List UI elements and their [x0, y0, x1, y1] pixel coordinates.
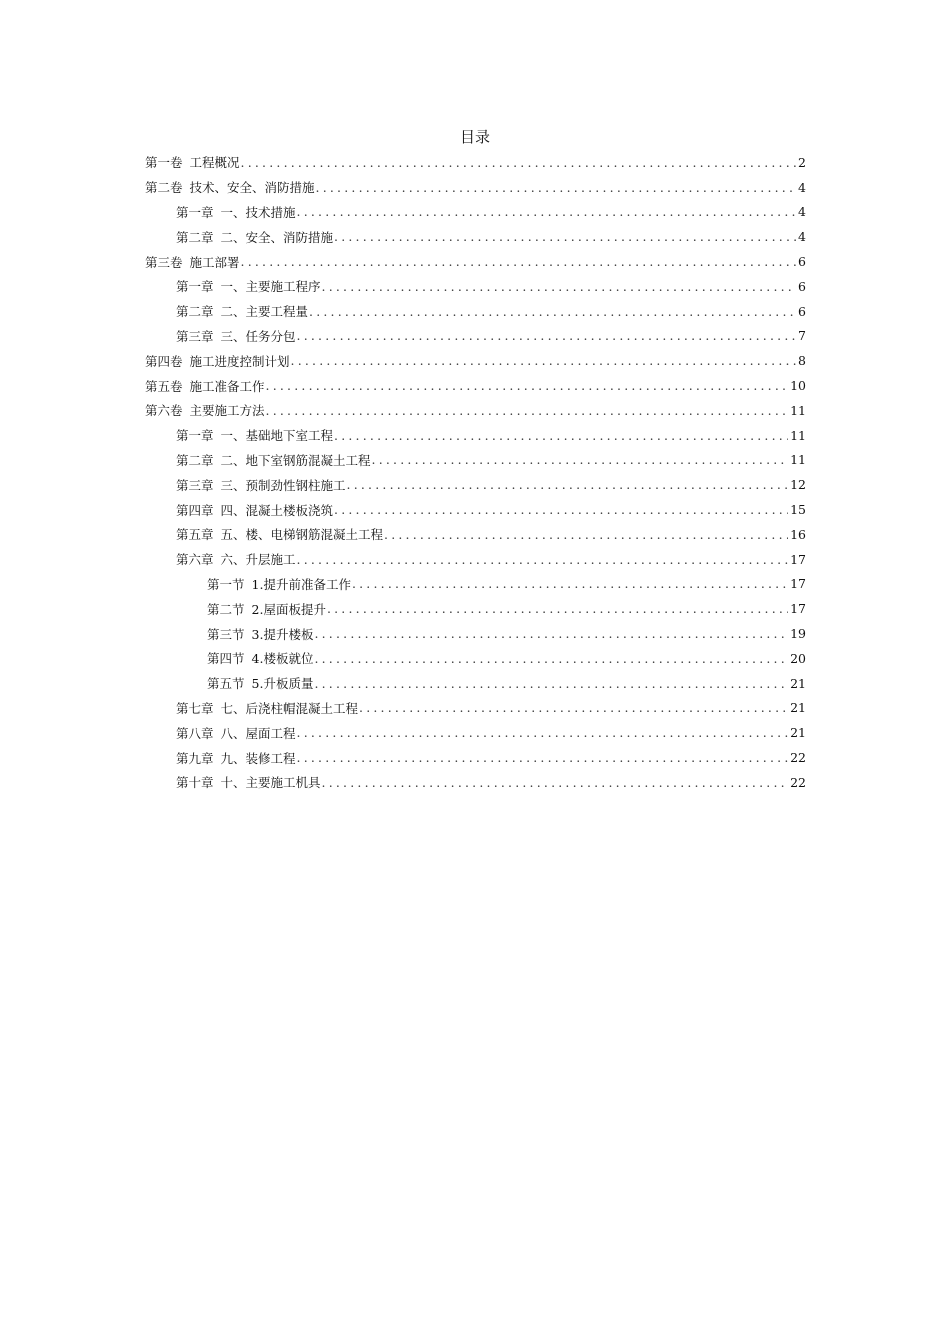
- toc-entry[interactable]: [0, 522, 950, 547]
- toc-entry-number: 第十章: [176, 775, 214, 791]
- toc-entry[interactable]: [0, 175, 950, 200]
- toc-entry-number: 第二卷: [145, 180, 183, 196]
- toc-entry-title: 二、安全、消防措施: [220, 229, 334, 245]
- toc-page-number: 17: [790, 601, 806, 617]
- toc-entry-number: 第三节: [207, 626, 245, 642]
- toc-dot-leader: [327, 601, 788, 616]
- toc-entry-title: 主要施工方法: [189, 403, 265, 419]
- toc-dot-leader: [347, 477, 789, 492]
- toc-entry-number: 第二章: [176, 452, 214, 468]
- toc-entry-number: 第四章: [176, 502, 214, 518]
- toc-entry-number: 第六章: [176, 552, 214, 568]
- toc-entry-number: 第五节: [207, 676, 245, 692]
- toc-entry-title: 一、主要施工程序: [220, 279, 321, 295]
- toc-entry[interactable]: [0, 373, 950, 398]
- toc-page-number: 20: [790, 650, 806, 666]
- toc-dot-leader: [266, 378, 789, 393]
- toc-entry-number: 第二节: [207, 601, 245, 617]
- toc-dot-leader: [372, 452, 789, 467]
- toc-entry[interactable]: [0, 398, 950, 423]
- toc-entry-number: 第一卷: [145, 155, 183, 171]
- toc-dot-leader: [297, 725, 789, 740]
- toc-entry-title: 三、预制劲性钢柱施工: [220, 477, 346, 493]
- toc-entry-number: 第九章: [176, 750, 214, 766]
- toc-entry-title: 二、地下室钢筋混凝土工程: [220, 452, 371, 468]
- toc-dot-leader: [291, 353, 796, 368]
- toc-entry[interactable]: [0, 720, 950, 745]
- toc-dot-leader: [322, 279, 796, 294]
- toc-entry[interactable]: [0, 472, 950, 497]
- toc-entry[interactable]: [0, 696, 950, 721]
- toc-entry-number: 第一章: [176, 279, 214, 295]
- toc-entry[interactable]: [0, 299, 950, 324]
- toc-entry-title: 一、基础地下室工程: [220, 428, 334, 444]
- toc-entry[interactable]: [0, 150, 950, 175]
- toc-entry[interactable]: [0, 423, 950, 448]
- toc-dot-leader: [384, 527, 788, 542]
- toc-entry-title: 七、后浇柱帽混凝土工程: [220, 700, 359, 716]
- toc-entry-title: 施工进度控制计划: [189, 353, 290, 369]
- toc-entry[interactable]: [0, 646, 950, 671]
- toc-page-number: 21: [790, 675, 806, 691]
- toc-entry-number: 第三卷: [145, 254, 183, 270]
- toc-entry-title: 技术、安全、消防措施: [189, 180, 315, 196]
- toc-dot-leader: [334, 428, 788, 443]
- toc-page-number: 10: [790, 378, 806, 394]
- toc-entry[interactable]: [0, 200, 950, 225]
- toc-dot-leader: [352, 576, 788, 591]
- toc-entry-number: 第二章: [176, 229, 214, 245]
- toc-dot-leader: [314, 626, 788, 641]
- toc-entry[interactable]: [0, 274, 950, 299]
- toc-dot-leader: [241, 155, 796, 170]
- toc-entry-number: 第七章: [176, 700, 214, 716]
- toc-page-number: 19: [790, 626, 806, 642]
- toc-entry-number: 第一章: [176, 428, 214, 444]
- toc-entry-title: 三、任务分包: [220, 328, 296, 344]
- toc-page-number: 22: [790, 774, 806, 790]
- toc-entry-title: 五、楼、电梯钢筋混凝土工程: [220, 527, 384, 543]
- table-of-contents: [0, 150, 950, 795]
- toc-dot-leader: [297, 750, 789, 765]
- toc-entry[interactable]: [0, 596, 950, 621]
- toc-entry-title: 施工准备工作: [189, 378, 265, 394]
- toc-entry-number: 第一章: [176, 204, 214, 220]
- toc-entry-number: 第五卷: [145, 378, 183, 394]
- toc-entry-title: 九、装修工程: [220, 750, 296, 766]
- toc-dot-leader: [316, 180, 796, 195]
- toc-entry[interactable]: [0, 224, 950, 249]
- toc-dot-leader: [297, 204, 796, 219]
- toc-entry-title: 3.提升楼板: [251, 626, 314, 642]
- toc-entry[interactable]: [0, 770, 950, 795]
- toc-page-number: 15: [790, 502, 806, 518]
- toc-page-number: 4: [798, 204, 806, 220]
- toc-entry-title: 六、升层施工: [220, 552, 296, 568]
- toc-entry-number: 第六卷: [145, 403, 183, 419]
- toc-page-number: 6: [798, 278, 806, 294]
- toc-entry[interactable]: [0, 348, 950, 373]
- toc-entry-number: 第三章: [176, 477, 214, 493]
- toc-entry-number: 第四卷: [145, 353, 183, 369]
- toc-entry-number: 第五章: [176, 527, 214, 543]
- toc-entry-number: 第二章: [176, 304, 214, 320]
- toc-entry-title: 二、主要工程量: [220, 304, 309, 320]
- toc-page-number: 21: [790, 725, 806, 741]
- toc-entry[interactable]: [0, 448, 950, 473]
- toc-entry-title: 十、主要施工机具: [220, 775, 321, 791]
- toc-dot-leader: [266, 403, 789, 418]
- toc-page-number: 4: [798, 179, 806, 195]
- toc-entry[interactable]: [0, 745, 950, 770]
- toc-page-number: 8: [798, 353, 806, 369]
- toc-page-number: 17: [790, 551, 806, 567]
- toc-entry[interactable]: [0, 547, 950, 572]
- toc-entry-title: 2.屋面板提升: [251, 601, 326, 617]
- toc-dot-leader: [322, 775, 789, 790]
- toc-entry[interactable]: [0, 497, 950, 522]
- toc-entry-title: 一、技术措施: [220, 204, 296, 220]
- toc-dot-leader: [334, 229, 796, 244]
- toc-dot-leader: [297, 552, 789, 567]
- toc-entry[interactable]: [0, 324, 950, 349]
- toc-entry-title: 四、混凝土楼板浇筑: [220, 502, 334, 518]
- toc-dot-leader: [314, 676, 788, 691]
- toc-dot-leader: [297, 328, 796, 343]
- toc-entry-title: 1.提升前准备工作: [251, 576, 351, 592]
- toc-page-number: 11: [790, 427, 806, 443]
- toc-dot-leader: [334, 502, 788, 517]
- toc-entry-title: 5.升板质量: [251, 676, 314, 692]
- toc-page-number: 11: [790, 452, 806, 468]
- toc-page-number: 17: [790, 576, 806, 592]
- toc-dot-leader: [359, 700, 788, 715]
- toc-dot-leader: [314, 651, 788, 666]
- toc-entry-title: 4.楼板就位: [251, 651, 314, 667]
- toc-page-number: 7: [798, 328, 806, 344]
- toc-page-number: 12: [790, 477, 806, 493]
- toc-entry[interactable]: [0, 572, 950, 597]
- toc-entry[interactable]: [0, 671, 950, 696]
- toc-page-number: 22: [790, 750, 806, 766]
- toc-entry-title: 八、屋面工程: [220, 725, 296, 741]
- toc-entry-number: 第四节: [207, 651, 245, 667]
- toc-entry-number: 第一节: [207, 576, 245, 592]
- toc-page-number: 16: [790, 526, 806, 542]
- toc-page-number: 6: [798, 303, 806, 319]
- toc-dot-leader: [241, 254, 796, 269]
- toc-entry-title: 工程概况: [189, 155, 240, 171]
- toc-entry-number: 第三章: [176, 328, 214, 344]
- toc-page-number: 2: [798, 154, 806, 170]
- toc-entry[interactable]: [0, 621, 950, 646]
- toc-entry-number: 第八章: [176, 725, 214, 741]
- toc-page-number: 4: [798, 229, 806, 245]
- toc-page-number: 6: [798, 254, 806, 270]
- toc-entry-title: 施工部署: [189, 254, 240, 270]
- toc-page-number: 21: [790, 700, 806, 716]
- toc-page-number: 11: [790, 402, 806, 418]
- toc-title: 目录: [459, 128, 490, 146]
- toc-entry[interactable]: [0, 249, 950, 274]
- toc-dot-leader: [309, 304, 796, 319]
